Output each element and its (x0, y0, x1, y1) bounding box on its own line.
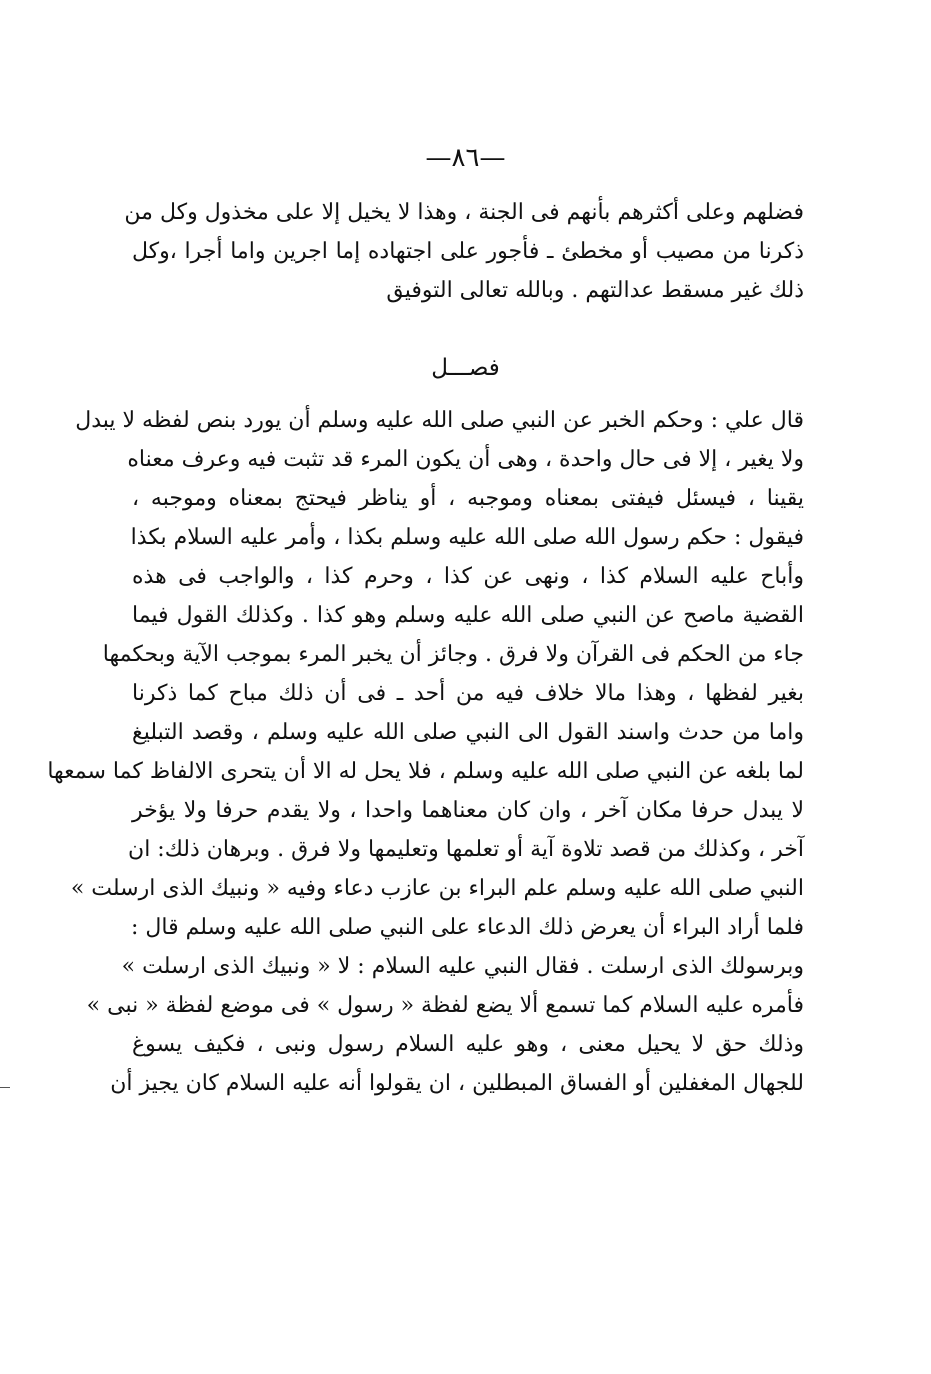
paragraph-1 (124, 193, 804, 310)
text-line: واما من حدث واسند القول الى النبي صلى الله عليه وسلم ، وقصد التبليغ (132, 720, 804, 745)
text-line: بغير لفظها ، وهذا مالا خلاف فيه من أحد ـ فى أن ذلك مباح كما ذكرنا (132, 681, 804, 706)
text-line: قال علي : وحكم الخبر عن النبي صلى الله عليه وسلم أن يورد بنص لفظه لا يبدل (75, 408, 804, 433)
text-line: وبرسولك الذى ارسلت . فقال النبي عليه السلام : لا « ونبيك الذى ارسلت » (121, 954, 804, 979)
text-line: فيقول : حكم رسول الله صلى الله عليه وسلم بكذا ، وأمر عليه السلام بكذا (130, 525, 804, 550)
section-heading: فصـــل (431, 355, 500, 381)
text-line: لا يبدل حرفا مكان آخر ، وان كان معناهما واحدا ، ولا يقدم حرفا ولا يؤخر (132, 798, 804, 823)
text-line: للجهال المغفلين أو الفساق المبطلين ، ان يقولوا أنه عليه السلام كان يجيز أن (110, 1071, 804, 1096)
text-line: وأباح عليه السلام كذا ، ونهى عن كذا ، وحرم كذا ، والواجب فى هذه (132, 564, 804, 589)
page-number: —٨٦— (425, 143, 506, 173)
text-line: ذكرنا من مصيب أو مخطئ ـ فأجور على اجتهاده إما اجرين واما أجرا ،وكل (132, 239, 804, 264)
text-line: النبي صلى الله عليه وسلم علم البراء بن عازب دعاء وفيه « ونبيك الذى ارسلت » (70, 876, 804, 901)
text-line: فلما أراد البراء أن يعرض ذلك الدعاء على النبي صلى الله عليه وسلم قال : (131, 915, 804, 940)
text-line: القضية ماصح عن النبي صلى الله عليه وسلم وهو كذا . وكذلك القول فيما (132, 603, 804, 628)
text-line: يقينا ، فيسئل فيفتى بمعناه وموجبه ، أو يناظر فيحتج بمعناه وموجبه ، (132, 486, 804, 511)
text-line: فأمره عليه السلام كما تسمع ألا يضع لفظة « رسول » فى موضع لفظة « نبى » (86, 993, 804, 1018)
margin-mark (0, 1087, 10, 1088)
paragraph-2 (47, 401, 804, 1103)
text-line: ذلك غير مسقط عدالتهم . وبالله تعالى التوفيق (386, 278, 804, 303)
text-line: آخر ، وكذلك من قصد تلاوة آية أو تعلمها وتعليمها ولا فرق . وبرهان ذلك: ان (128, 837, 804, 862)
text-line: وذلك حق لا يحيل معنى ، وهو عليه السلام رسول ونبى ، فكيف يسوغ (132, 1032, 804, 1057)
text-line: فضلهم وعلى أكثرهم بأنهم فى الجنة ، وهذا لا يخيل إلا على مخذول وكل من (124, 200, 804, 225)
text-line: ولا يغير ، إلا فى حال واحدة ، وهى أن يكون المرء قد تثبت فيه وعرف معناه (127, 447, 804, 472)
text-line: لما بلغه عن النبي صلى الله عليه وسلم ، فلا يحل له الا أن يتحرى الالفاظ كما سمعها (47, 759, 804, 784)
text-line: جاء من الحكم فى القرآن ولا فرق . وجائز أن يخبر المرء بموجب الآية وبحكمها (102, 642, 804, 667)
